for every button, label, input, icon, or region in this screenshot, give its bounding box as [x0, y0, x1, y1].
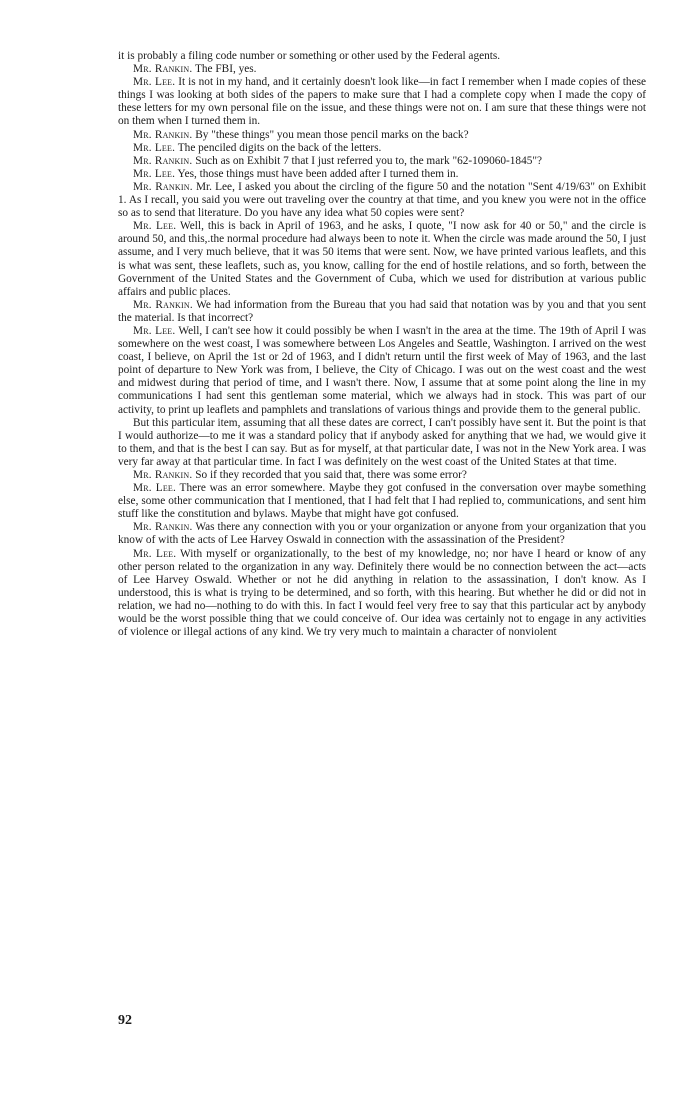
paragraph-text: There was an error somewhere. Maybe they got confused in the conversation over maybe something else, some other communication that I mentioned, that I had felt that I had replied to, communications, and sent him stuff like the constitution and bylaws. Maybe that might have got confused. [118, 482, 646, 521]
paragraph [118, 299, 646, 325]
paragraph [118, 325, 646, 417]
paragraph [118, 181, 646, 220]
speaker-name: Mr. Lee. [133, 167, 176, 180]
speaker-name: Mr. Lee. [133, 324, 176, 337]
speaker-name: Mr. Rankin. [133, 154, 193, 167]
paragraph-text: Mr. Lee, I asked you about the circling of the figure 50 and the notation "Sent 4/19/63" on Exhibit 1. As I recall, you said you were out traveling over the country at that time, and you knew you were not in the office so as to send that literature. Do you have any idea what 50 copies were sent? [118, 180, 646, 220]
paragraph-text: Was there any connection with you or your organization or anyone from your organization that you know of with the acts of Lee Harvey Oswald in connection with the assassination of the President? [118, 521, 646, 547]
paragraph [118, 521, 646, 547]
speaker-name: Mr. Rankin. [133, 63, 193, 76]
paragraph-text: The FBI, yes. [195, 63, 257, 76]
paragraph-text: We had information from the Bureau that you had said that notation was by you and that you sent the material. Is that incorrect? [118, 298, 646, 324]
paragraph-text: Yes, those things must have been added after I turned them in. [177, 167, 459, 180]
page-number: 92 [118, 1013, 132, 1028]
paragraph-text: it is probably a filing code number or something or other used by the Federal agents. [118, 50, 501, 62]
paragraph [118, 417, 646, 469]
paragraph [118, 168, 646, 181]
paragraph [118, 548, 646, 640]
speaker-name: Mr. Rankin. [133, 469, 193, 481]
paragraph-text: By "these things" you mean those pencil marks on the back? [195, 128, 469, 141]
paragraph [118, 469, 646, 482]
speaker-name: Mr. Rankin. [133, 521, 193, 534]
speaker-name: Mr. Rankin. [133, 180, 193, 193]
speaker-name: Mr. Lee. [133, 76, 176, 89]
speaker-name: Mr. Lee. [133, 141, 176, 154]
paragraph [118, 76, 646, 128]
paragraph [118, 220, 646, 299]
paragraph-text: So if they recorded that you said that, there was some error? [195, 469, 467, 481]
paragraph-text: The penciled digits on the back of the letters. [177, 141, 382, 154]
paragraph-text: Well, this is back in April of 1963, and he asks, I quote, "I now ask for 40 or 50," and the circle is around 50, and this,.the normal procedure had always been to note it. When the circle was made around the 50, I just assume, and I very much believe, that it was 50 items that were sent. Now, we have printed various leaflets, and this is what was sent, these leaflets, such as, you know, calling for the end of hostile relations, and so forth, between the Government of the United States and the Government of Cuba, which we used for distribution at various public affairs and public places. [118, 220, 646, 298]
speaker-name: Mr. Rankin. [133, 298, 193, 311]
paragraph [118, 50, 646, 63]
paragraph [118, 142, 646, 155]
paragraph-text: Well, I can't see how it could possibly be when I wasn't in the area at the time. The 19th of April I was somewhere on the west coast, I was somewhere between Los Angeles and Seattle, Washington. I arrived on the west coast, I believe, on April the 1st or 2d of 1963, and I didn't return until the first week of May of 1963, and the last point of departure to New York was from, I believe, the City of Chicago. I was out on the west coast and the west and midwest during that period of time, and I wasn't there. Now, I assume that at some point along the line in my communications I had sent this gentleman some material, which we always had in stock. This was part of our activity, to print up leaflets and pamphlets and translations of various things and provide them to the general public. [118, 324, 646, 416]
paragraph-text: Such as on Exhibit 7 that I just referred you to, the mark "62-109060-1845"? [195, 154, 543, 167]
paragraph-text: With myself or organizationally, to the best of my knowledge, no; nor have I heard or know of any other person related to the organization in any way. Definitely there would be no connection between the act—acts of Lee Harvey Oswald. Whether or not he did anything in relation to the assassination, I don't know. As I understood, this is what is trying to be determined, and so forth, with this hearing. But whether he did or did not in relation, we had no—nothing to do with this. In fact I would feel very free to say that this particular act by anybody would be the worst possible thing that we could conceive of. Our idea was certainly not to engage in any activities of violence or illegal actions of any kind. We try very much to maintain a character of nonviolent [118, 547, 646, 639]
paragraph-text: It is not in my hand, and it certainly doesn't look like—in fact I remember when I made copies of these things I was looking at both sides of the papers to make sure that I had a complete copy when I made the copy of these letters for my own personal file on the issue, and these things were not on. I am sure that these things were not on them when I turned them in. [118, 76, 646, 128]
speaker-name: Mr. Rankin. [133, 128, 193, 141]
paragraph [118, 482, 646, 521]
testimony-text [118, 50, 646, 639]
speaker-name: Mr. Lee. [133, 482, 177, 495]
paragraph-text: But this particular item, assuming that all these dates are correct, I can't possibly have sent it. But the point is that I would authorize—to me it was a standard policy that if anybody asked for anything that we had, we would give it to them, and that is the best I can say. But as for myself, at that particular date, I was not in the New York area. I was very far away at that particular time. In fact I was definitely on the west coast of the United States at that time. [118, 416, 646, 468]
paragraph [118, 155, 646, 168]
speaker-name: Mr. Lee. [133, 547, 177, 560]
speaker-name: Mr. Lee. [133, 220, 177, 233]
paragraph [118, 63, 646, 76]
paragraph [118, 129, 646, 142]
